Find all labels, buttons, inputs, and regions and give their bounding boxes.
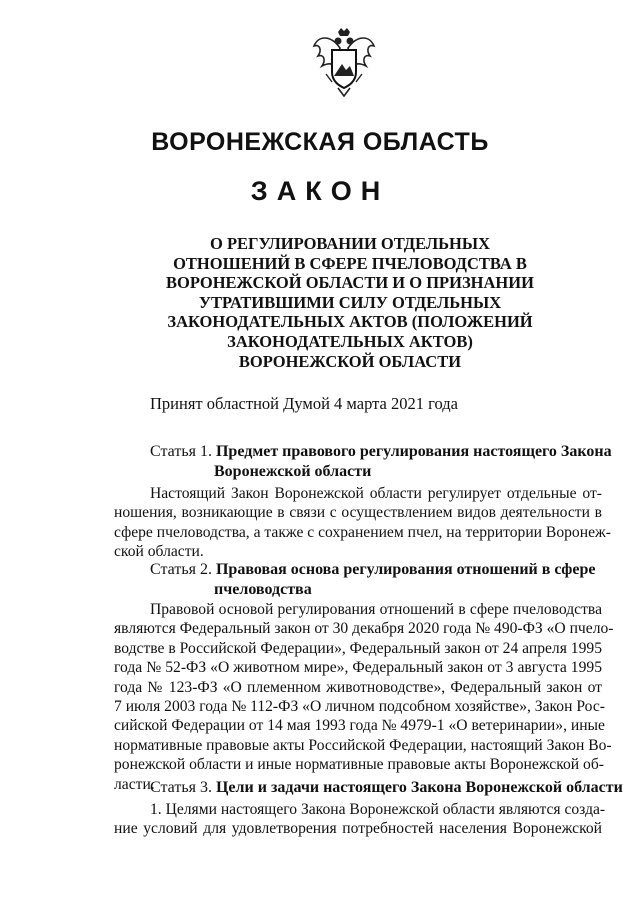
article-title: Цели и задачи настоящего Закона Воронежской области [215, 779, 623, 796]
law-title [150, 234, 550, 371]
article-title: Предмет правового регулирования настоящего Закона [215, 443, 612, 460]
law-title-line: УТРАТИВШИМИ СИЛУ ОТДЕЛЬНЫХ [198, 292, 502, 312]
text-line: нормативные правовые акты Российской Федерации, настоящий Закон Во- [114, 736, 612, 754]
region-name: ВОРОНЕЖСКАЯ ОБЛАСТЬ [151, 128, 489, 156]
text-line: ронежской области и иные нормативные правовые акты Воронежской об- [114, 756, 604, 774]
article-title-continued: Воронежской области [214, 462, 372, 480]
text-line: 1. Целями настоящего Закона Воронежской области являются созда- [150, 801, 606, 818]
adoption-note: Принят областной Думой 4 марта 2021 года [150, 394, 458, 413]
article-1-text [114, 484, 611, 562]
text-line: сийской Федерации от 14 мая 1993 года № 4979-1 «О ветеринарии», иные [114, 717, 605, 735]
text-line: водстве в Российской Федерации», Федеральный закон от 24 апреля 1995 [114, 639, 602, 657]
law-title-line: ВОРОНЕЖСКОЙ ОБЛАСТИ И О ПРИЗНАНИИ [166, 273, 534, 293]
law-title-line: ЗАКОНОДАТЕЛЬНЫХ АКТОВ) [227, 331, 473, 351]
coat-of-arms-emblem [312, 26, 376, 98]
article-3-text [114, 800, 606, 839]
law-title-line: ВОРОНЕЖСКОЙ ОБЛАСТИ [238, 351, 462, 371]
article-2-text [114, 600, 614, 794]
law-title-line: О РЕГУЛИРОВАНИИ ОТДЕЛЬНЫХ [209, 234, 491, 253]
article-title: Правовая основа регулирования отношений в сфере [215, 561, 596, 578]
article-label: Статья 1. [150, 443, 212, 460]
article-title-continued: пчеловодства [214, 580, 312, 598]
article-3-heading [150, 778, 623, 798]
text-line: Правовой основой регулирования отношений в сфере пчеловодства [150, 601, 602, 618]
text-line: года № 52-ФЗ «О животном мире», Федеральный закон от 3 августа 1995 [114, 659, 602, 677]
article-label: Статья 2. [150, 561, 212, 578]
text-line: ской области. [114, 543, 204, 561]
law-title-line: ЗАКОНОДАТЕЛЬНЫХ АКТОВ (ПОЛОЖЕНИЙ [167, 312, 533, 332]
law-title-line: ОТНОШЕНИЙ В СФЕРЕ ПЧЕЛОВОДСТВА В [173, 253, 527, 273]
text-line: года № 123-ФЗ «О племенном животноводстве», Федеральный закон от [114, 678, 602, 696]
text-line: ласти. [114, 775, 155, 793]
text-line: 7 июля 2003 года № 112-ФЗ «О личном подсобном хозяйстве», Закон Рос- [114, 698, 605, 716]
text-line: Настоящий Закон Воронежской области регулирует отдельные от- [150, 485, 602, 502]
text-line: ние условий для удовлетворения потребностей населения Воронежской [114, 820, 602, 838]
text-line: сфере пчеловодства, а также с сохранением пчел, на территории Воронеж- [114, 523, 611, 541]
article-1-heading [150, 442, 612, 481]
text-line: являются Федеральный закон от 30 декабря 2020 года № 490-ФЗ «О пчело- [114, 620, 614, 638]
document-type: ЗАКОН [250, 176, 390, 206]
article-label: Статья 3. [150, 779, 212, 796]
article-2-heading [150, 560, 595, 599]
text-line: ношения, возникающие в связи с осуществлением видов деятельности в [114, 504, 602, 522]
